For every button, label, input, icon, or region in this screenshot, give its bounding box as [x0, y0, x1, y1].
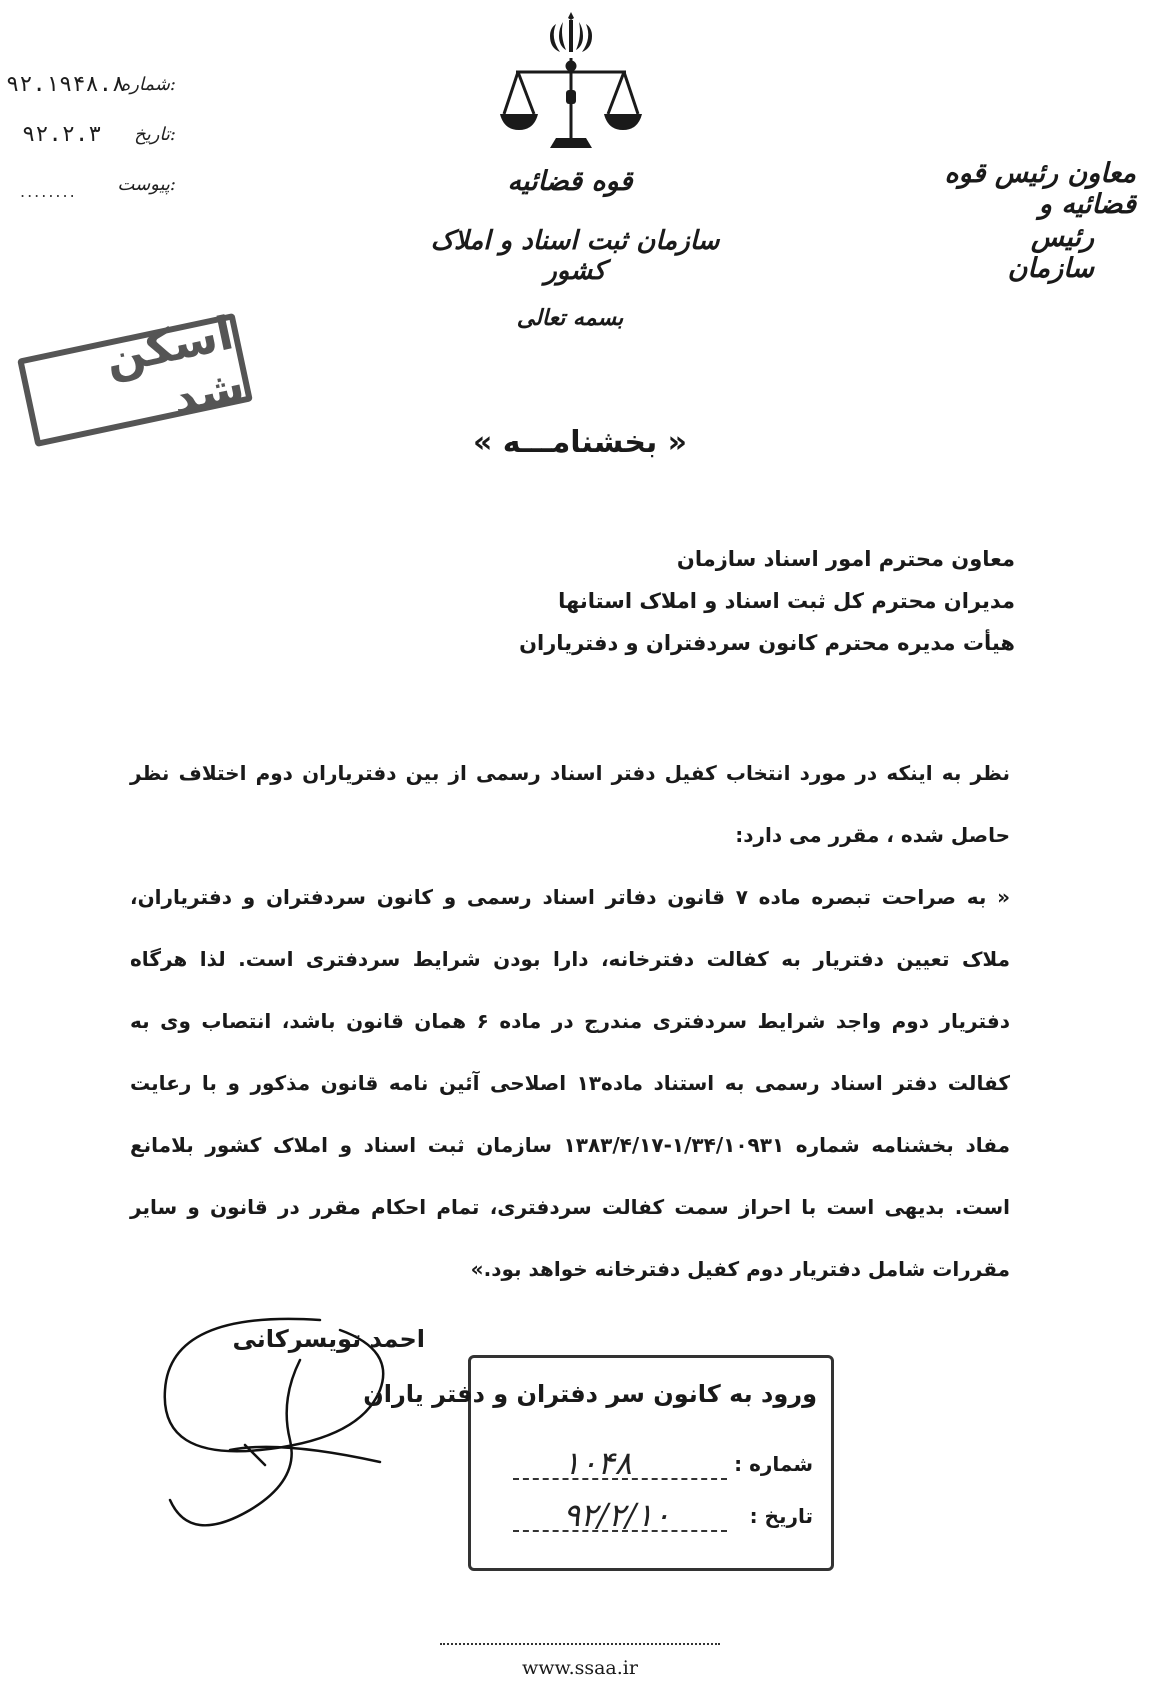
attachment-value: ........ [20, 182, 77, 201]
date-label: تاریخ: [134, 124, 176, 145]
circular-body [130, 742, 1010, 1300]
recipient-item: مدیران محترم کل ثبت اسناد و املاک استانها [558, 589, 1015, 613]
incoming-number-value: ۱۰۴۸ [563, 1444, 632, 1482]
incoming-date-row [493, 1498, 813, 1538]
incoming-date-value: ۹۲/۲/۱۰ [563, 1496, 671, 1534]
circular-title: « بخشنامـــه » [472, 425, 688, 460]
document-attachment-row [0, 168, 190, 218]
attachment-label: پیوست: [117, 174, 176, 195]
recipient-item: هیأت مدیره محترم کانون سردفتران و دفتریاران [519, 631, 1015, 655]
incoming-number-row [493, 1446, 813, 1486]
date-value: ۹۲.۲.۳ [22, 122, 102, 147]
footer-divider [440, 1643, 720, 1646]
recipients-list [519, 538, 1015, 664]
body-intro-paragraph: نظر به اینکه در مورد انتخاب کفیل دفتر اسناد رسمی از بین دفتریاران دوم اختلاف نظر حاصل شده ، مقرر می دارد: [130, 761, 1010, 847]
document-number-row [0, 68, 190, 118]
number-value: ۹۲.۱۹۴۸.۸ [6, 72, 126, 97]
issuer-title-line2: رئیس سازمان [1007, 222, 1094, 284]
judiciary-name: قوه قضائیه [507, 166, 633, 197]
judiciary-emblem-icon [496, 10, 646, 160]
document-meta [0, 68, 190, 218]
invocation: بسمه تعالی [516, 305, 624, 331]
document-date-row [0, 118, 190, 168]
incoming-stamp-title: ورود به کانون سر دفتران و دفتر یاران [363, 1380, 817, 1408]
incoming-date-label: تاریخ : [749, 1504, 813, 1528]
organization-name: سازمان ثبت اسناد و املاک کشور [430, 226, 720, 286]
footer-website-link[interactable]: www.ssaa.ir [522, 1657, 638, 1679]
issuer-title-line1: معاون رئیس قوه قضائیه و [944, 158, 1136, 220]
recipient-item: معاون محترم امور اسناد سازمان [676, 547, 1015, 571]
signatory-name: احمد تویسرکانی [232, 1325, 425, 1353]
body-main-paragraph: « به صراحت تبصره ماده ۷ قانون دفاتر اسناد رسمی و کانون سردفتران و دفتریاران، ملاک تعیین دفتریار به کفالت دفترخانه، دارا بودن شرایط سردفتری است. لذا هرگاه دفتریار دوم واجد شرایط سردفتری مندرج در ماده ۶ همان قانون باشد، انتصاب وی به کفالت دفتر اسناد رسمی به استناد ماده۱۳ اصلاحی آئین نامه قانون مذکور و با رعایت مفاد بخشنامه شماره ۱/۳۴/۱۰۹۳۱-۱۳۸۳/۴/۱۷ سازمان ثبت اسناد و املاک کشور بلامانع است. بدیهی است با احراز سمت کفالت سردفتری، تمام احکام مقرر در قانون و سایر مقررات شامل دفتریار دوم کفیل دفترخانه خواهد بود.» [130, 885, 1010, 1281]
incoming-stamp [363, 1355, 834, 1571]
scanned-stamp: اسکن شد [17, 313, 253, 447]
number-label: شماره: [120, 74, 176, 95]
incoming-number-label: شماره : [734, 1452, 813, 1476]
